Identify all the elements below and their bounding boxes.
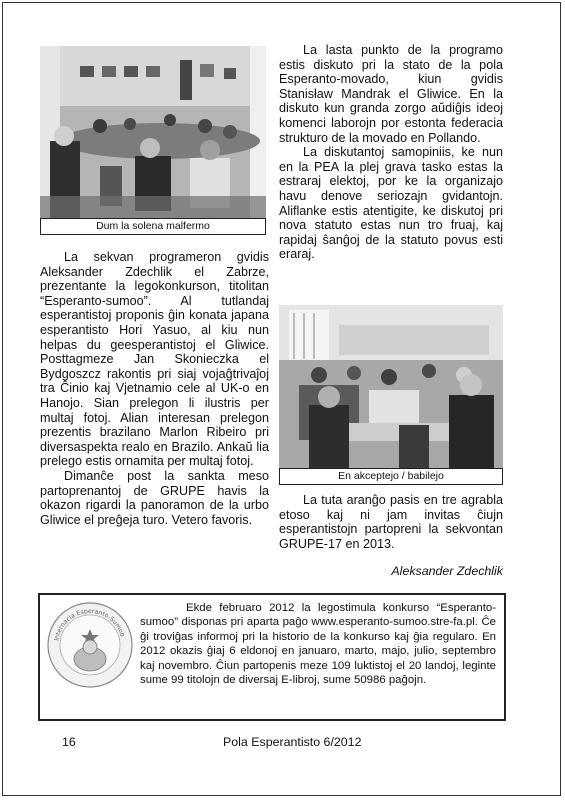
photo-caption: En akceptejo / babilejo — [279, 468, 503, 485]
right-article-closing — [279, 493, 503, 551]
page-number: 16 — [62, 735, 76, 749]
sumoo-announcement-text — [140, 601, 496, 687]
article-paragraph: La tuta aranĝo pasis en tre agrabla etoso kaj ni jam invitas ĉiujn esperantistojn partopreni la sekvontan GRUPE-17 en 2013. — [279, 493, 503, 551]
right-article-column — [279, 43, 503, 262]
esperanto-sumoo-logo — [46, 601, 134, 689]
article-paragraph: La sekvan programeron gvidis Aleksander Zdechlik el Zabrze, prezentante la legokonkurson, titolitan “Esperanto-sumoo”. Al tutlandaj esperantistoj proponis ĝin konata japana esperantisto Hori Yasuo, al kiu nun helpas du geesperantistoj el Gliwice. Posttagmeze Jan Skonieczka el Bydgoszcz rakontis pri siaj vojaĝtrivaĵoj tra Ĉinio kaj Vjetnamio cele al UK-o en Hanojo. Sian prelegon li ilustris per multaj fotoj. Alian interesan prelegon prezentis brazilano Marlon Ribeiro pri diversaspekta realo en Brazilo. Ankaŭ lia prelego estis ornamita per multaj fotoj. — [40, 250, 269, 469]
svg-text:Internacia Esperanto-Sumoo: Internacia Esperanto-Sumoo — [53, 607, 126, 642]
left-article-column — [40, 250, 269, 527]
photo-caption: Dum la solena malfermo — [40, 218, 266, 235]
article-paragraph: Dimanĉe post la sankta meso partoprenantoj de GRUPE havis la okazon rigardi la panoramon de la urbo Gliwice el preĝeja turo. Vetero favoris. — [40, 468, 269, 527]
photo-opening-ceremony — [40, 46, 266, 218]
article-paragraph: La lasta punkto de la programo estis diskuto pri la stato de la pola Esperanto-movado, kiun gvidis Stanisław Mandrak el Gliwice. En la diskuto kun granda zorgo aŭdiĝis ideoj komenci laborojn por estonta federacia strukturo de la movado en Pollando. — [279, 43, 503, 145]
author-signature: Aleksander Zdechlik — [391, 564, 503, 578]
photo-reception-lounge — [279, 305, 503, 468]
running-title: Pola Esperantisto 6/2012 — [223, 735, 362, 749]
article-paragraph: La diskutantoj samopiniis, ke nun en la PEA la plej grava tasko estas la estraraj elektoj, por ke la organizajo havu denove seriozajn gvidantojn. Aliflanke estis atentigite, ke diskutoj pri nova statuto estas nun tro fruaj, kaj rapidaj ŝanĝoj de la statuto povus esti eraraj. — [279, 145, 503, 262]
announcement-paragraph: Ekde februaro 2012 la legostimula konkurso “Esperanto-sumoo” disponas pri aparta paĝo www.esperanto-sumoo.stre-fa.pl. Ĉe ĝi troviĝas informoj pri la historio de la konkurso kaj ĝia regularo. En 2012 okazis ĝiaj 6 eldonoj en januaro, marto, majo, julio, septembro kaj novembro. Ĉiun partopenis meze 109 luktistoj el 20 landoj, leginte sume 99 titolojn de diversaj E-libroj, sume 50986 paĝojn. — [140, 602, 496, 687]
